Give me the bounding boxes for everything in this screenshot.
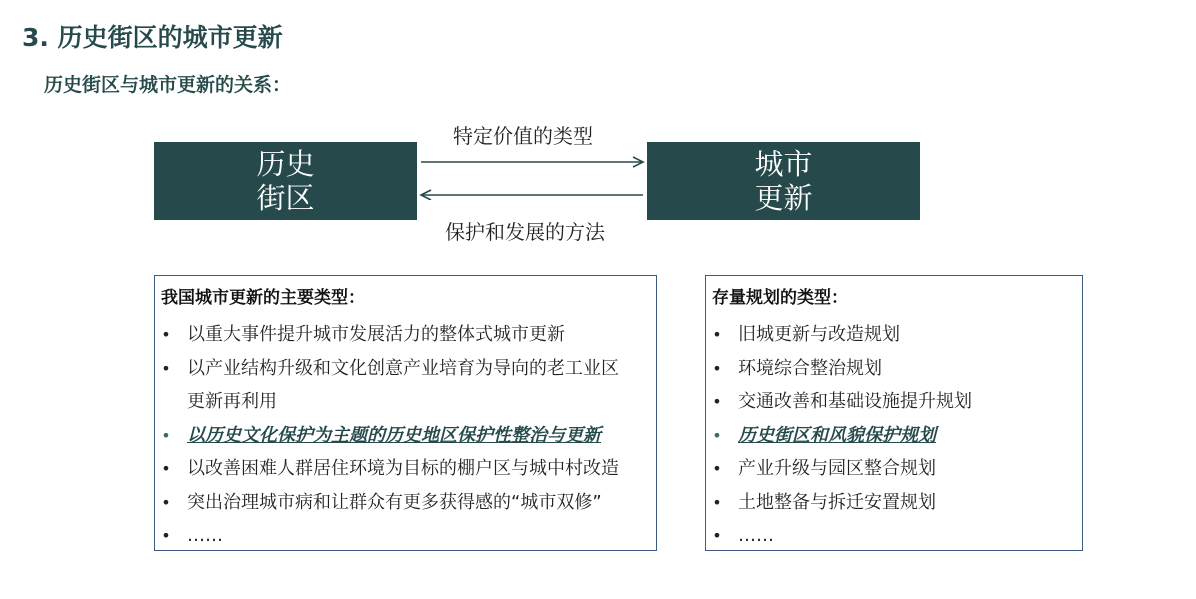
bullet-icon: • bbox=[712, 358, 722, 378]
list-item-text: …… bbox=[187, 525, 223, 546]
list-item bbox=[161, 519, 656, 553]
bullet-icon: • bbox=[712, 492, 722, 512]
bullet-icon: • bbox=[161, 492, 171, 512]
bullet-icon: • bbox=[712, 425, 722, 445]
list-item-text: 旧城更新与改造规划 bbox=[738, 324, 900, 345]
page-title: 3. 历史街区的城市更新 bbox=[22, 23, 283, 52]
list-item-text: 以改善困难人群居住环境为目标的棚户区与城中村改造 bbox=[187, 458, 619, 479]
box-label-line: 城市 bbox=[754, 147, 813, 181]
list-item bbox=[712, 385, 1082, 419]
panel-heading: 我国城市更新的主要类型： bbox=[161, 288, 365, 308]
box-label-line: 更新 bbox=[754, 181, 813, 215]
list-item bbox=[161, 486, 656, 520]
bullet-icon: • bbox=[712, 459, 722, 478]
box-label-line: 街区 bbox=[256, 181, 315, 215]
arrow-left-label: 保护和发展的方法 bbox=[445, 220, 605, 244]
list-item bbox=[712, 352, 1082, 386]
stock-planning-panel bbox=[705, 275, 1083, 551]
list-item-text: 以产业结构升级和文化创意产业培育为导向的老工业区 bbox=[187, 357, 619, 379]
list-item-text: …… bbox=[738, 525, 774, 546]
list-item-text: 土地整备与拆迁安置规划 bbox=[738, 491, 936, 513]
bullet-icon: • bbox=[161, 425, 171, 445]
list-item-continuation bbox=[161, 385, 656, 419]
list-item-text: 以历史文化保护为主题的历史地区保护性整治与更新 bbox=[187, 424, 601, 446]
bullet-icon: • bbox=[712, 526, 722, 545]
list-item bbox=[712, 486, 1082, 520]
list-item bbox=[161, 452, 656, 486]
bullet-icon: • bbox=[161, 459, 171, 478]
bullet-icon: • bbox=[161, 358, 171, 378]
list-item-text: 历史街区和风貌保护规划 bbox=[738, 424, 936, 446]
list-item-text: 更新再利用 bbox=[187, 391, 277, 412]
panel-heading: 存量规划的类型： bbox=[712, 288, 848, 308]
list-item-highlighted bbox=[712, 419, 1082, 453]
historic-district-box bbox=[154, 142, 417, 220]
box-label-line: 历史 bbox=[256, 147, 315, 181]
list-item-highlighted bbox=[161, 419, 656, 453]
section-subtitle: 历史街区与城市更新的关系： bbox=[44, 74, 292, 96]
renewal-types-panel bbox=[154, 275, 657, 551]
list-item bbox=[712, 519, 1082, 553]
arrow-right-label: 特定价值的类型 bbox=[453, 124, 593, 148]
list-item bbox=[161, 318, 656, 352]
list-item-text: 产业升级与园区整合规划 bbox=[738, 458, 936, 479]
bullet-icon: • bbox=[161, 325, 171, 344]
list-item-text: 交通改善和基础设施提升规划 bbox=[738, 391, 972, 412]
urban-renewal-box bbox=[647, 142, 920, 220]
list-item bbox=[712, 318, 1082, 352]
list-item-text: 突出治理城市病和让群众有更多获得感的“城市双修” bbox=[187, 491, 602, 513]
list-item bbox=[712, 452, 1082, 486]
relationship-arrows bbox=[417, 150, 647, 200]
list-item-text: 以重大事件提升城市发展活力的整体式城市更新 bbox=[187, 324, 565, 345]
list-item-text: 环境综合整治规划 bbox=[738, 357, 882, 379]
bullet-icon: • bbox=[161, 526, 171, 545]
bullet-icon: • bbox=[712, 392, 722, 411]
list-item bbox=[161, 352, 656, 386]
bullet-icon: • bbox=[712, 325, 722, 344]
